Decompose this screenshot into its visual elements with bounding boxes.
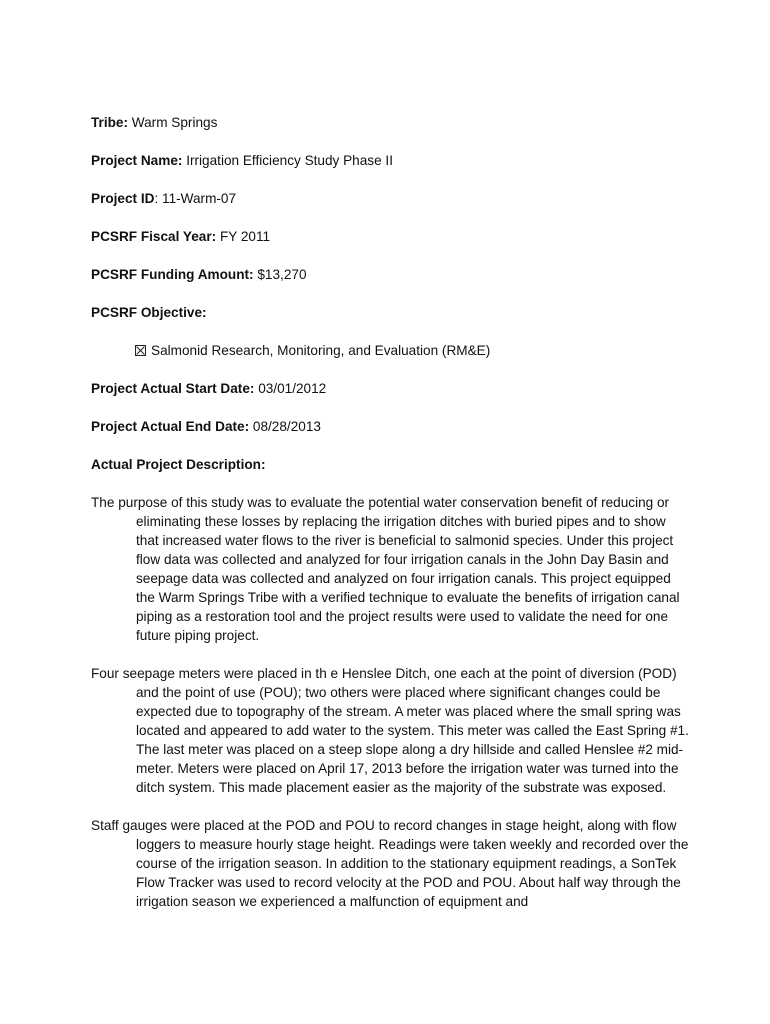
description-paragraph-3: Staff gauges were placed at the POD and POU to record changes in stage height, along with flow loggers to measure hourly stage height. Readings were taken weekly and recorded over the course of the irrigation season. In addition to the stationary equipment readings, a SonTek Flow Tracker was used to record velocity at the POD and POU. About half way through the irrigation season we experienced a malfunction of equipment and: [91, 818, 689, 909]
project-name-field: [91, 151, 691, 170]
start-date-field: [91, 379, 691, 398]
description-heading: [91, 455, 691, 474]
description-paragraph-2: Four seepage meters were placed in th e Henslee Ditch, one each at the point of diversion (POD) and the point of use (POU); two others were placed where significant changes could be expected due to topography of the stream. A meter was placed where the small spring was located and appeared to add water to the system. This meter was called the East Spring #1. The last meter was placed on a steep slope along a dry hillside and called Henslee #2 mid-meter. Meters were placed on April 17, 2013 before the irrigation water was turned into the ditch system. This made placement easier as the majority of the substrate was exposed.: [91, 666, 689, 795]
funding-amount-field: [91, 265, 691, 284]
funding-amount-label: PCSRF Funding Amount:: [91, 267, 254, 282]
end-date-value: 08/28/2013: [249, 419, 321, 434]
description-paragraph-1: The purpose of this study was to evaluate the potential water conservation benefit of reducing or eliminating these losses by replacing the irrigation ditches with buried pipes and to show that increased water flows to the river is beneficial to salmonid species. Under this project flow data was collected and analyzed for four irrigation canals in the John Day Basin and seepage data was collected and analyzed on four irrigation canals. This project equipped the Warm Springs Tribe with a verified technique to evaluate the benefits of irrigation canal piping as a restoration tool and the project results were used to validate the need for one future piping project.: [91, 495, 680, 643]
project-id-value: : 11-Warm-07: [154, 191, 237, 206]
start-date-label: Project Actual Start Date:: [91, 381, 255, 396]
objective-item-text: Salmonid Research, Monitoring, and Evaluation (RM&E): [151, 343, 491, 358]
fiscal-year-field: [91, 227, 691, 246]
project-id-field: [91, 189, 691, 208]
project-id-label: Project ID: [91, 191, 155, 206]
objective-field: [91, 303, 691, 322]
project-name-label: Project Name:: [91, 153, 183, 168]
tribe-field: [91, 113, 691, 132]
start-date-value: 03/01/2012: [254, 381, 327, 396]
objective-item: [91, 341, 691, 360]
end-date-field: [91, 417, 691, 436]
fiscal-year-label: PCSRF Fiscal Year:: [91, 229, 217, 244]
project-name-value: Irrigation Efficiency Study Phase II: [182, 153, 393, 168]
description-label: Actual Project Description:: [91, 457, 266, 472]
end-date-label: Project Actual End Date:: [91, 419, 250, 434]
tribe-value: Warm Springs: [128, 115, 218, 130]
checked-box-icon: [135, 345, 146, 356]
objective-label: PCSRF Objective:: [91, 305, 207, 320]
funding-amount-value: $13,270: [253, 267, 307, 282]
fiscal-year-value: FY 2011: [216, 229, 271, 244]
tribe-label: Tribe:: [91, 115, 129, 130]
document-body: [91, 113, 691, 930]
